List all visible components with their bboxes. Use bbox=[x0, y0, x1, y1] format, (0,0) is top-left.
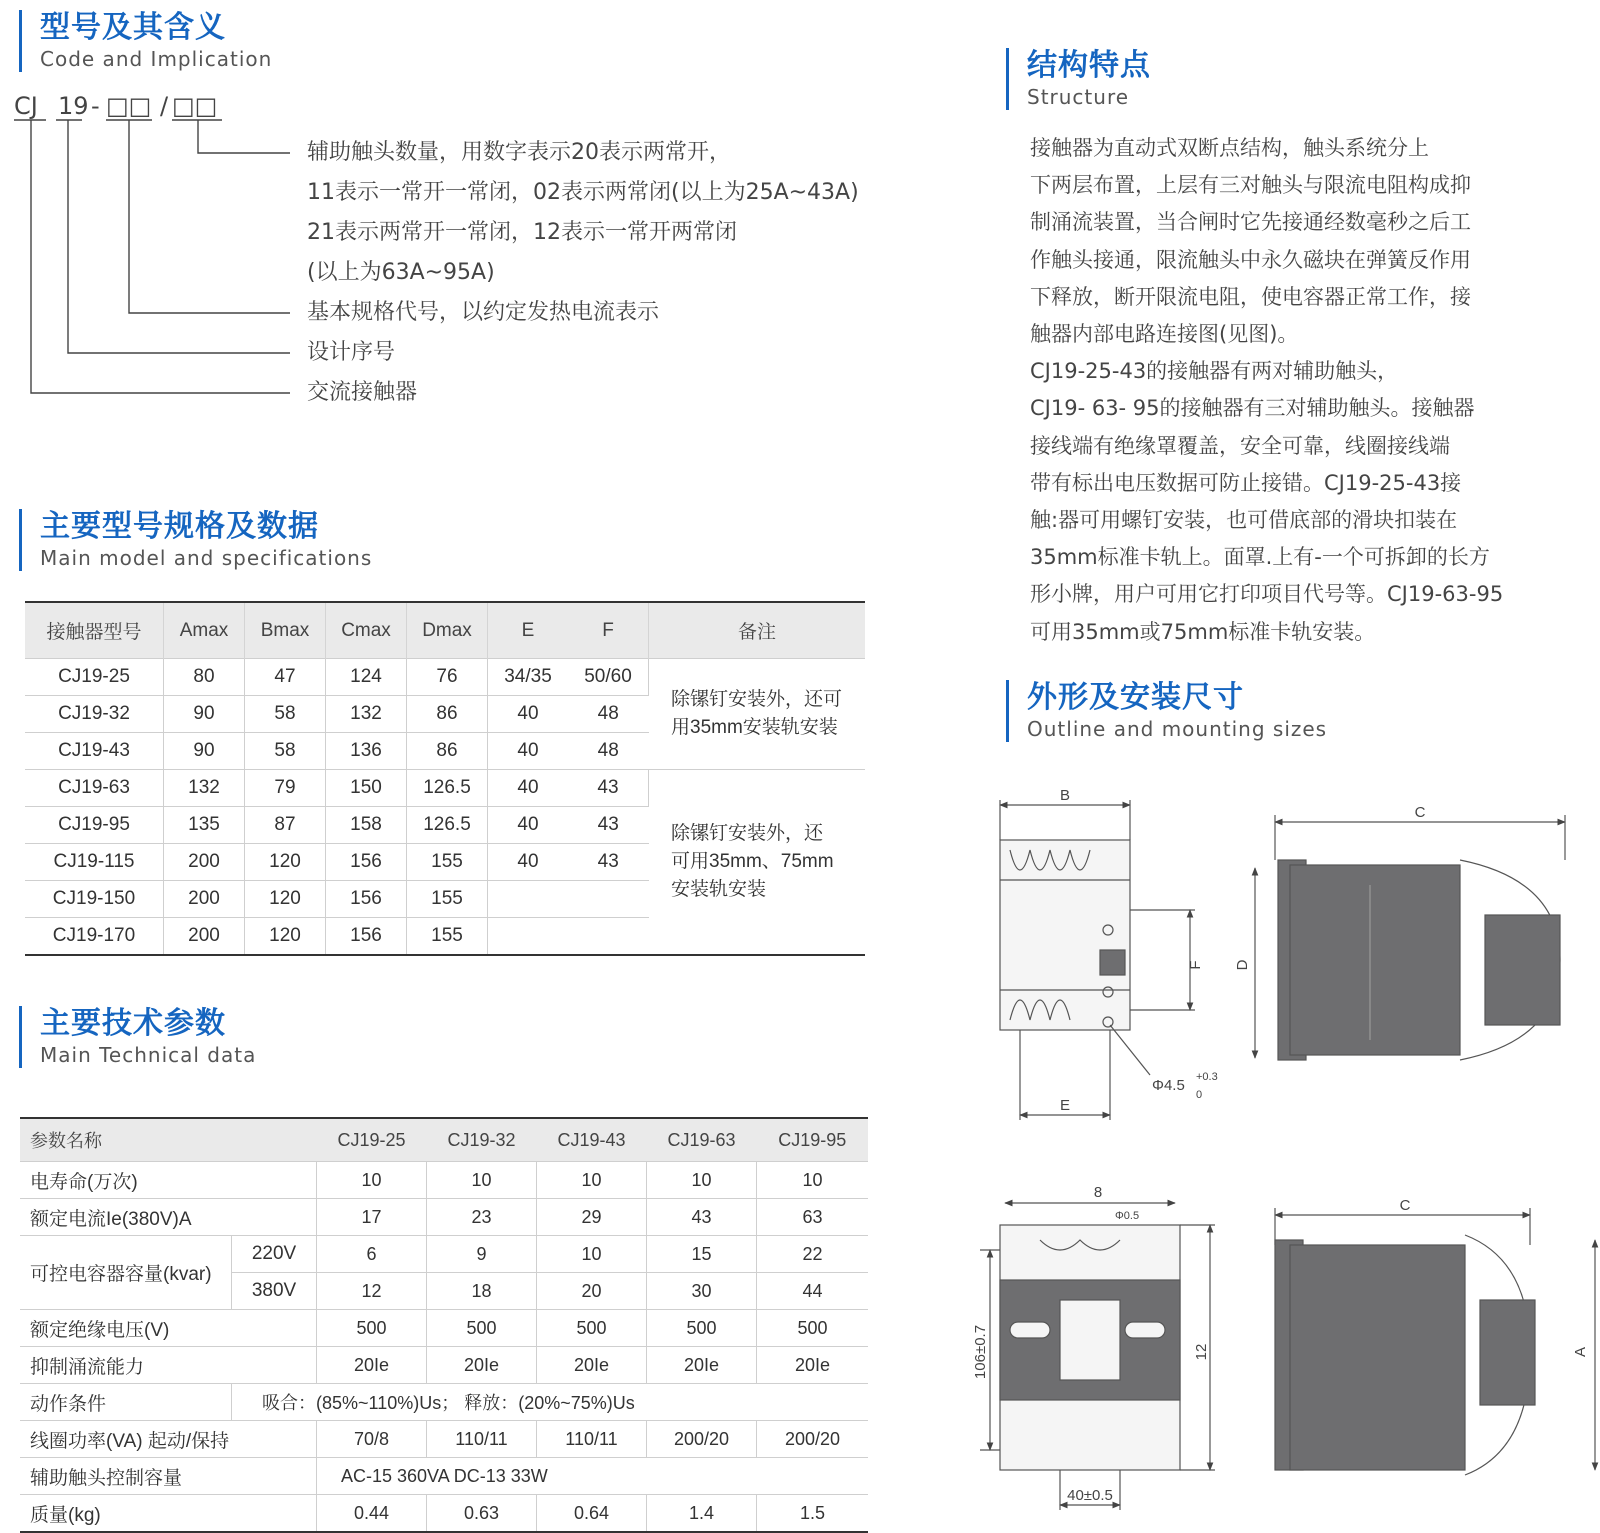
cell: 43 bbox=[568, 844, 649, 881]
model-part-spec: □□ bbox=[106, 92, 152, 120]
cell: 10 bbox=[537, 1162, 647, 1199]
row-label: 动作条件 bbox=[20, 1384, 232, 1421]
code-line-aux-3: 21表示两常开一常闭，12表示一常开两常闭 bbox=[307, 220, 737, 245]
structure-line: 接线端有绝缘罩覆盖，安全可靠，线圈接线端 bbox=[1030, 433, 1450, 458]
cell: 126.5 bbox=[407, 770, 488, 807]
cell bbox=[488, 881, 569, 918]
side-view-small-drawing bbox=[1255, 815, 1565, 1060]
dim-label-12: 12 bbox=[1193, 1343, 1210, 1361]
cell: 10 bbox=[757, 1162, 869, 1199]
row-label: 额定电流Ie(380V)A bbox=[20, 1199, 317, 1236]
cell: 58 bbox=[245, 696, 326, 733]
cell: 20Ie bbox=[647, 1347, 757, 1384]
cell: 156 bbox=[326, 918, 407, 956]
row-label: 电寿命(万次) bbox=[20, 1162, 317, 1199]
dim-label-a: A bbox=[1572, 1346, 1589, 1358]
table-row bbox=[20, 1310, 868, 1347]
structure-line: 带有标出电压数据可防止接错。CJ19-25-43接 bbox=[1030, 470, 1462, 495]
cell: 87 bbox=[245, 807, 326, 844]
dim-label-phi05: Φ0.5 bbox=[1115, 1210, 1140, 1222]
structure-line: 作触头接通，限流触头中永久磁块在弹簧反作用 bbox=[1030, 247, 1471, 272]
structure-line: 下释放，断开限流电阻，使电容器正常工作，接 bbox=[1030, 284, 1471, 309]
specs-header-cmax: Cmax bbox=[326, 602, 407, 659]
cell: 132 bbox=[326, 696, 407, 733]
tech-header-row bbox=[20, 1118, 868, 1162]
row-label: 抑制涌流能力 bbox=[20, 1347, 317, 1384]
cell: CJ19-43 bbox=[25, 733, 164, 770]
code-explanations bbox=[307, 133, 947, 413]
dim-label-d: D bbox=[1234, 959, 1251, 971]
structure-line: 下两层布置，上层有三对触头与限流电阻构成抑 bbox=[1030, 173, 1471, 198]
cell: 132 bbox=[164, 770, 245, 807]
cell: 10 bbox=[537, 1236, 647, 1273]
cell: 80 bbox=[164, 659, 245, 696]
code-line-aux-4: (以上为63A~95A) bbox=[307, 260, 495, 285]
dim-label-hole-sup: +0.3 bbox=[1196, 1071, 1218, 1083]
cell: 48 bbox=[568, 733, 649, 770]
cell: 90 bbox=[164, 696, 245, 733]
cell bbox=[488, 918, 569, 956]
code-line-spec: 基本规格代号，以约定发热电流表示 bbox=[307, 300, 660, 325]
tech-table bbox=[20, 1117, 868, 1533]
structure-section-heading bbox=[1006, 48, 1151, 110]
structure-body bbox=[1030, 130, 1590, 651]
model-part-19: 19 bbox=[58, 92, 89, 120]
dim-label-40: 40±0.5 bbox=[1067, 1487, 1113, 1504]
code-line-aux-1: 辅助触头数量，用数字表示20表示两常开， bbox=[307, 140, 731, 165]
outline-title: 外形及安装尺寸 bbox=[1027, 680, 1244, 715]
row-label: 额定绝缘电压(V) bbox=[20, 1310, 317, 1347]
cell bbox=[568, 881, 649, 918]
cell: CJ19-150 bbox=[25, 881, 164, 918]
front-view-small-drawing bbox=[1000, 800, 1195, 1120]
specs-note2-line2: 可用35mm、75mm bbox=[671, 851, 834, 872]
code-line-design: 设计序号 bbox=[307, 340, 396, 365]
cell: 120 bbox=[245, 881, 326, 918]
cell: 200 bbox=[164, 844, 245, 881]
tech-header-model: CJ19-95 bbox=[757, 1118, 869, 1162]
tech-section-heading bbox=[19, 1006, 256, 1068]
side-view-large-drawing bbox=[1275, 1208, 1595, 1475]
action-condition-value: 吸合：(85%~110%)Us； 释放：(20%~75%)Us bbox=[232, 1384, 869, 1421]
tech-title: 主要技术参数 bbox=[40, 1006, 226, 1041]
specs-note1-line2: 用35mm安装轨安装 bbox=[671, 717, 838, 738]
dim-label-f: F bbox=[1187, 960, 1204, 970]
cell: 0.64 bbox=[537, 1495, 647, 1533]
model-part-aux: □□ bbox=[172, 92, 218, 120]
cell: 17 bbox=[317, 1199, 427, 1236]
cell: 9 bbox=[427, 1236, 537, 1273]
code-line-aux-2: 11表示一常开一常闭，02表示两常闭(以上为25A~43A) bbox=[307, 180, 859, 205]
cell: 1.5 bbox=[757, 1495, 869, 1533]
table-row bbox=[20, 1458, 868, 1495]
cell: 500 bbox=[317, 1310, 427, 1347]
cell: 110/11 bbox=[537, 1421, 647, 1458]
code-title: 型号及其含义 bbox=[40, 10, 226, 45]
specs-header-bmax: Bmax bbox=[245, 602, 326, 659]
cell: 155 bbox=[407, 844, 488, 881]
specs-header-note: 备注 bbox=[649, 602, 866, 659]
structure-line: 触器内部电路连接图(见图)。 bbox=[1030, 322, 1299, 347]
cell: 40 bbox=[488, 844, 569, 881]
model-part-slash: / bbox=[160, 92, 169, 120]
cell: 126.5 bbox=[407, 807, 488, 844]
dim-label-hole-sub: 0 bbox=[1196, 1089, 1203, 1101]
specs-header-model: 接触器型号 bbox=[25, 602, 164, 659]
code-leader-lines bbox=[0, 0, 300, 420]
code-line-type: 交流接触器 bbox=[307, 380, 418, 405]
cell: CJ19-115 bbox=[25, 844, 164, 881]
specs-header-e: E bbox=[488, 602, 569, 659]
cell: CJ19-32 bbox=[25, 696, 164, 733]
cell: 200 bbox=[164, 918, 245, 956]
aux-capacity-value: AC-15 360VA DC-13 33W bbox=[317, 1458, 869, 1495]
cell: 40 bbox=[488, 733, 569, 770]
table-row bbox=[20, 1236, 868, 1273]
table-row bbox=[25, 770, 865, 807]
cell bbox=[568, 918, 649, 956]
cell: 10 bbox=[317, 1162, 427, 1199]
dim-label-b: B bbox=[1059, 787, 1071, 804]
specs-table bbox=[25, 601, 865, 956]
specs-note-group2 bbox=[649, 770, 866, 956]
cell: 20Ie bbox=[427, 1347, 537, 1384]
structure-line: CJ19-25-43的接触器有两对辅助触头， bbox=[1030, 359, 1399, 384]
cell: 0.44 bbox=[317, 1495, 427, 1533]
specs-header-f: F bbox=[568, 602, 649, 659]
structure-line: CJ19- 63- 95的接触器有三对辅助触头。接触器 bbox=[1030, 396, 1475, 421]
cell: 124 bbox=[326, 659, 407, 696]
row-label: 可控电容器容量(kvar) bbox=[20, 1236, 232, 1310]
cell: 120 bbox=[245, 844, 326, 881]
cell: 110/11 bbox=[427, 1421, 537, 1458]
cell: CJ19-95 bbox=[25, 807, 164, 844]
cell: 23 bbox=[427, 1199, 537, 1236]
dim-label-c2: C bbox=[1399, 1197, 1411, 1214]
cell: 47 bbox=[245, 659, 326, 696]
cell: 156 bbox=[326, 844, 407, 881]
cell: 40 bbox=[488, 696, 569, 733]
cell: 70/8 bbox=[317, 1421, 427, 1458]
structure-line: 触:器可用螺钉安装，也可借底部的滑块扣装在 bbox=[1030, 508, 1458, 533]
cell: 86 bbox=[407, 696, 488, 733]
cell: 58 bbox=[245, 733, 326, 770]
structure-line: 可用35mm或75mm标准卡轨安装。 bbox=[1030, 619, 1376, 644]
specs-title: 主要型号规格及数据 bbox=[40, 509, 319, 544]
specs-note2-line1: 除镙钉安装外，还 bbox=[671, 823, 824, 844]
tech-header-model: CJ19-32 bbox=[427, 1118, 537, 1162]
cell: 155 bbox=[407, 881, 488, 918]
row-sublabel: 220V bbox=[232, 1236, 317, 1273]
table-row bbox=[20, 1384, 868, 1421]
structure-line: 35mm标准卡轨上。面罩.上有-一个可拆卸的长方 bbox=[1030, 545, 1490, 570]
row-label: 质量(kg) bbox=[20, 1495, 317, 1533]
dim-label-c: C bbox=[1414, 804, 1426, 821]
cell: 40 bbox=[488, 807, 569, 844]
outline-subtitle: Outline and mounting sizes bbox=[1027, 717, 1328, 741]
cell: 63 bbox=[757, 1199, 869, 1236]
cell: 135 bbox=[164, 807, 245, 844]
cell: 6 bbox=[317, 1236, 427, 1273]
cell: 500 bbox=[427, 1310, 537, 1347]
cell: 500 bbox=[537, 1310, 647, 1347]
specs-note-group1 bbox=[649, 659, 866, 770]
code-subtitle: Code and Implication bbox=[40, 47, 273, 71]
cell: 1.4 bbox=[647, 1495, 757, 1533]
specs-note2-line3: 安装轨安装 bbox=[671, 879, 767, 900]
structure-subtitle: Structure bbox=[1027, 85, 1130, 109]
cell: 43 bbox=[568, 770, 649, 807]
cell: 150 bbox=[326, 770, 407, 807]
cell: 20Ie bbox=[317, 1347, 427, 1384]
model-part-dash: - bbox=[91, 92, 100, 120]
specs-header-dmax: Dmax bbox=[407, 602, 488, 659]
cell: CJ19-170 bbox=[25, 918, 164, 956]
cell: 158 bbox=[326, 807, 407, 844]
cell: 43 bbox=[647, 1199, 757, 1236]
cell: 86 bbox=[407, 733, 488, 770]
cell: 120 bbox=[245, 918, 326, 956]
cell: 22 bbox=[757, 1236, 869, 1273]
specs-header-row bbox=[25, 602, 865, 659]
structure-line: 制涌流装置，当合闸时它先接通经数毫秒之后工 bbox=[1030, 210, 1471, 235]
cell: 76 bbox=[407, 659, 488, 696]
table-row bbox=[25, 659, 865, 696]
cell: 136 bbox=[326, 733, 407, 770]
cell: 500 bbox=[647, 1310, 757, 1347]
cell: 40 bbox=[488, 770, 569, 807]
cell: 34/35 bbox=[488, 659, 569, 696]
cell: 15 bbox=[647, 1236, 757, 1273]
row-label: 辅助触头控制容量 bbox=[20, 1458, 317, 1495]
cell: 44 bbox=[757, 1273, 869, 1310]
cell: 200/20 bbox=[647, 1421, 757, 1458]
cell: 0.63 bbox=[427, 1495, 537, 1533]
front-view-large-drawing bbox=[980, 1203, 1215, 1510]
outline-drawings bbox=[950, 780, 1600, 1520]
tech-header-param: 参数名称 bbox=[20, 1118, 317, 1162]
model-part-cj: CJ bbox=[14, 92, 38, 120]
cell: 20Ie bbox=[537, 1347, 647, 1384]
cell: 30 bbox=[647, 1273, 757, 1310]
cell: 90 bbox=[164, 733, 245, 770]
cell: 48 bbox=[568, 696, 649, 733]
tech-subtitle: Main Technical data bbox=[40, 1043, 257, 1067]
cell: 200 bbox=[164, 881, 245, 918]
table-row bbox=[20, 1199, 868, 1236]
cell: 18 bbox=[427, 1273, 537, 1310]
cell: 500 bbox=[757, 1310, 869, 1347]
table-row bbox=[20, 1162, 868, 1199]
table-row bbox=[20, 1495, 868, 1533]
cell: 10 bbox=[647, 1162, 757, 1199]
cell: 155 bbox=[407, 918, 488, 956]
cell: 156 bbox=[326, 881, 407, 918]
cell: CJ19-25 bbox=[25, 659, 164, 696]
row-label: 线圈功率(VA) 起动/保持 bbox=[20, 1421, 317, 1458]
dim-label-e: E bbox=[1059, 1097, 1071, 1114]
specs-section-heading bbox=[19, 509, 372, 571]
tech-header-model: CJ19-63 bbox=[647, 1118, 757, 1162]
cell: 20 bbox=[537, 1273, 647, 1310]
table-row bbox=[20, 1421, 868, 1458]
cell: 20Ie bbox=[757, 1347, 869, 1384]
cell: 29 bbox=[537, 1199, 647, 1236]
specs-subtitle: Main model and specifications bbox=[40, 546, 373, 570]
specs-note1-line1: 除镙钉安装外，还可 bbox=[671, 689, 843, 710]
structure-line: 形小牌，用户可用它打印项目代号等。CJ19-63-95 bbox=[1030, 582, 1504, 607]
tech-header-model: CJ19-43 bbox=[537, 1118, 647, 1162]
cell: 50/60 bbox=[568, 659, 649, 696]
row-sublabel: 380V bbox=[232, 1273, 317, 1310]
dim-label-hole: Φ4.5 bbox=[1152, 1077, 1185, 1094]
structure-line: 接触器为直动式双断点结构，触头系统分上 bbox=[1030, 136, 1429, 160]
cell: 12 bbox=[317, 1273, 427, 1310]
outline-section-heading bbox=[1006, 680, 1327, 742]
cell: 10 bbox=[427, 1162, 537, 1199]
cell: 79 bbox=[245, 770, 326, 807]
tech-header-model: CJ19-25 bbox=[317, 1118, 427, 1162]
cell: 43 bbox=[568, 807, 649, 844]
dim-label-106: 106±0.7 bbox=[972, 1324, 989, 1380]
table-row bbox=[20, 1347, 868, 1384]
dim-label-8: 8 bbox=[1093, 1184, 1103, 1201]
structure-title: 结构特点 bbox=[1027, 48, 1151, 83]
specs-header-amax: Amax bbox=[164, 602, 245, 659]
cell: CJ19-63 bbox=[25, 770, 164, 807]
cell: 200/20 bbox=[757, 1421, 869, 1458]
